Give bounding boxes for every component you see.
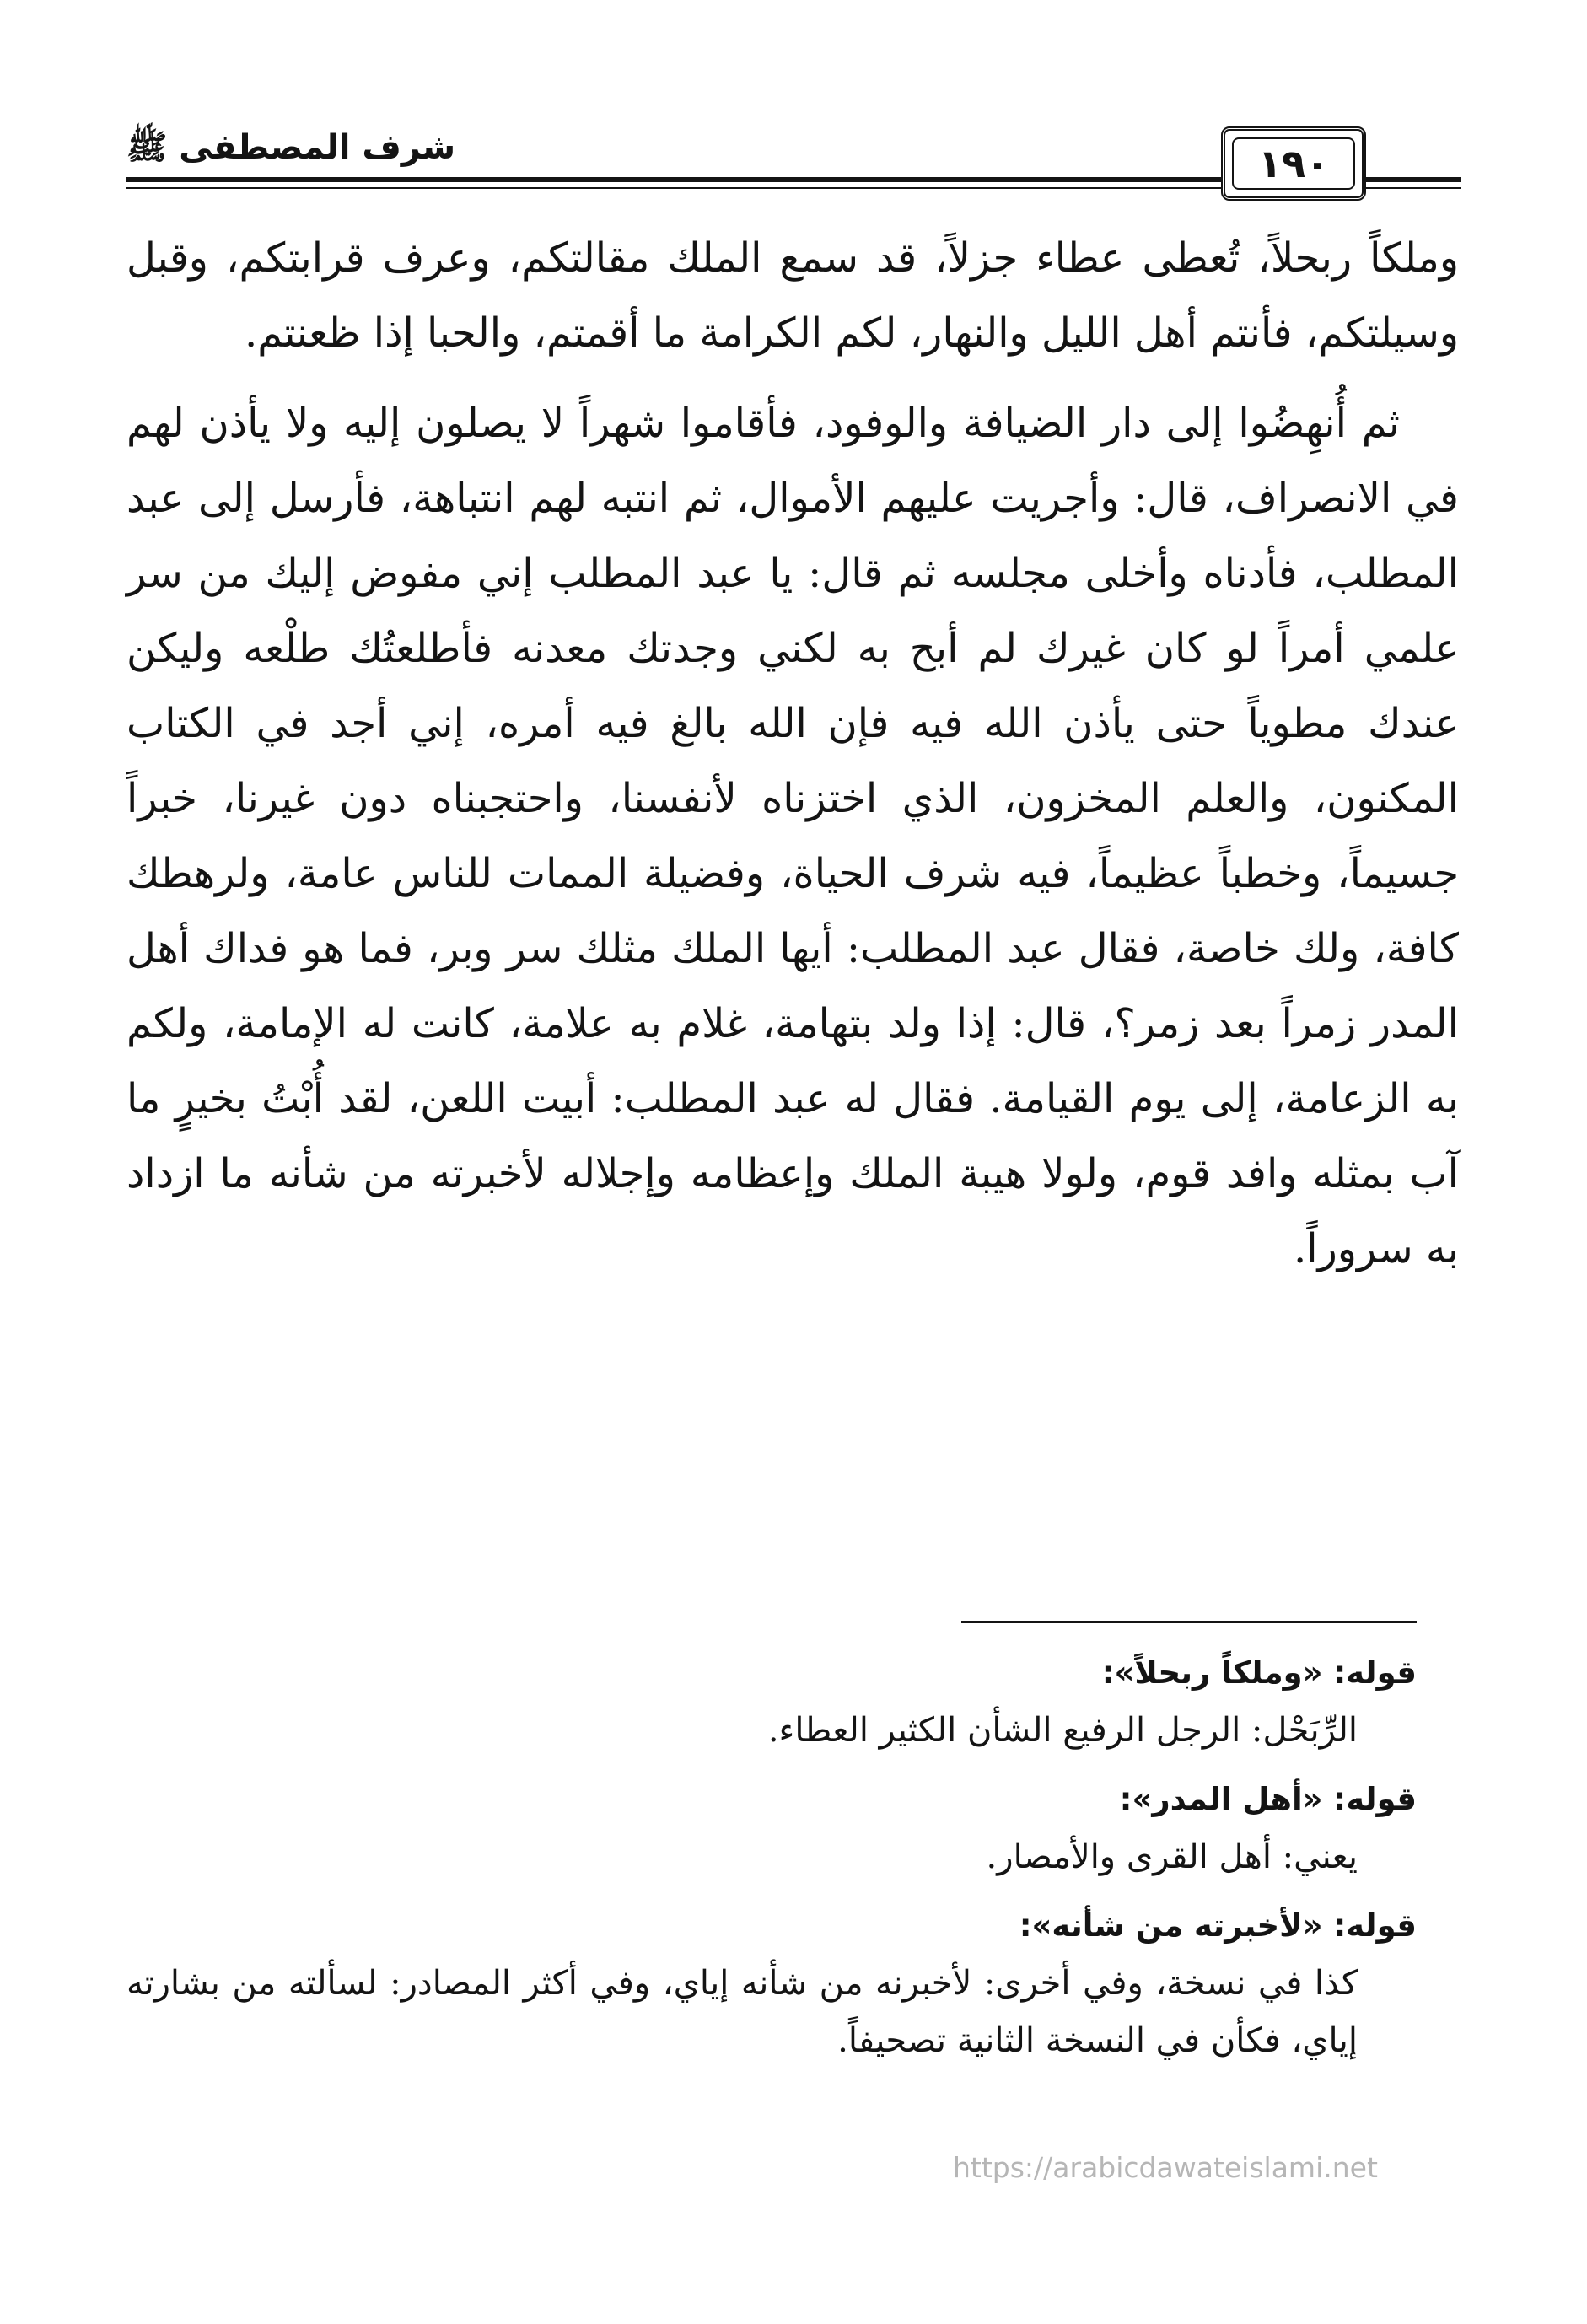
watermark-url: https://arabicdawateislami.net	[953, 2151, 1378, 2184]
paragraph: ثم أُنهِضُوا إلى دار الضيافة والوفود، فأقاموا شهراً لا يصلون إليه ولا يأذن لهم في الانصراف، قال: وأجريت عليهم الأموال، ثم انتبه لهم انتباهة، فأرسل إلى عبد المطلب، فأدناه وأخلى مجلسه ثم قال: يا عبد المطلب إني مفوض إليك من سر علمي أمراً لو كان غيرك لم أبح به لكني وجدتك معدنه فأطلعتُك طلْعه وليكن عندك مطوياً حتى يأذن الله فيه فإن الله بالغ فيه أمره، إني أجد في الكتاب المكنون، والعلم المخزون، الذي اختزناه لأنفسنا، واحتجبناه دون غيرنا، خبراً جسيماً، وخطباً عظيماً، فيه شرف الحياة، وفضيلة الممات للناس عامة، ولرهطك كافة، ولك خاصة، فقال عبد المطلب: أيها الملك مثلك سر وبر، فما هو فداك أهل المدر زمراً بعد زمر؟، قال: إذا ولد بتهامة، غلام به علامة، كانت له الإمامة، ولكم به الزعامة، إلى يوم القيامة. فقال له عبد المطلب: أبيت اللعن، لقد أُبْتُ بخيرٍ ما آب بمثله وافد قوم، ولولا هيبة الملك وإعظامه وإجلاله لأخبرته من شأنه ما ازداد به سروراً.	[126, 400, 1460, 1272]
page-number: ١٩٠	[1257, 141, 1330, 186]
header-rule-right	[1366, 177, 1461, 182]
paragraph: وملكاً ربحلاً، تُعطى عطاء جزلاً، قد سمع الملك مقالتكم، وعرف قرابتكم، وقبل وسيلتكم، فأنتم أهل الليل والنهار، لكم الكرامة ما أقمتم، والحبا إذا ظعنتم.	[126, 234, 1459, 357]
header-rule-right-thin	[1366, 187, 1461, 189]
footnotes	[126, 1644, 1417, 2081]
footnote-label: قوله: «وملكاً ربحلاً»:	[1101, 1654, 1417, 1691]
footnote-text: الرِّبَحْل: الرجل الرفيع الشأن الكثير العطاء.	[767, 1711, 1358, 1750]
header-rule-thin	[126, 187, 1223, 189]
footnote	[126, 1644, 1417, 1759]
footnote-label: قوله: «لأخبرته من شأنه»:	[1019, 1907, 1417, 1944]
footnote-separator	[961, 1621, 1417, 1623]
page-number-frame	[1221, 126, 1366, 201]
footnote	[126, 1897, 1417, 2069]
footnote-text: يعني: أهل القرى والأمصار.	[986, 1837, 1358, 1876]
footnote-label: قوله: «أهل المدر»:	[1119, 1781, 1417, 1817]
header-rule	[126, 177, 1223, 182]
footnote	[126, 1771, 1417, 1886]
footnote-text: كذا في نسخة، وفي أخرى: لأخبرنه من شأنه إياي، وفي أكثر المصادر: لسألته من بشارته إياي، فكأن في النسخة الثانية تصحيفاً.	[126, 1964, 1358, 2060]
main-text	[126, 221, 1459, 1287]
running-header-title: شرف المصطفى ﷺ	[126, 128, 456, 167]
